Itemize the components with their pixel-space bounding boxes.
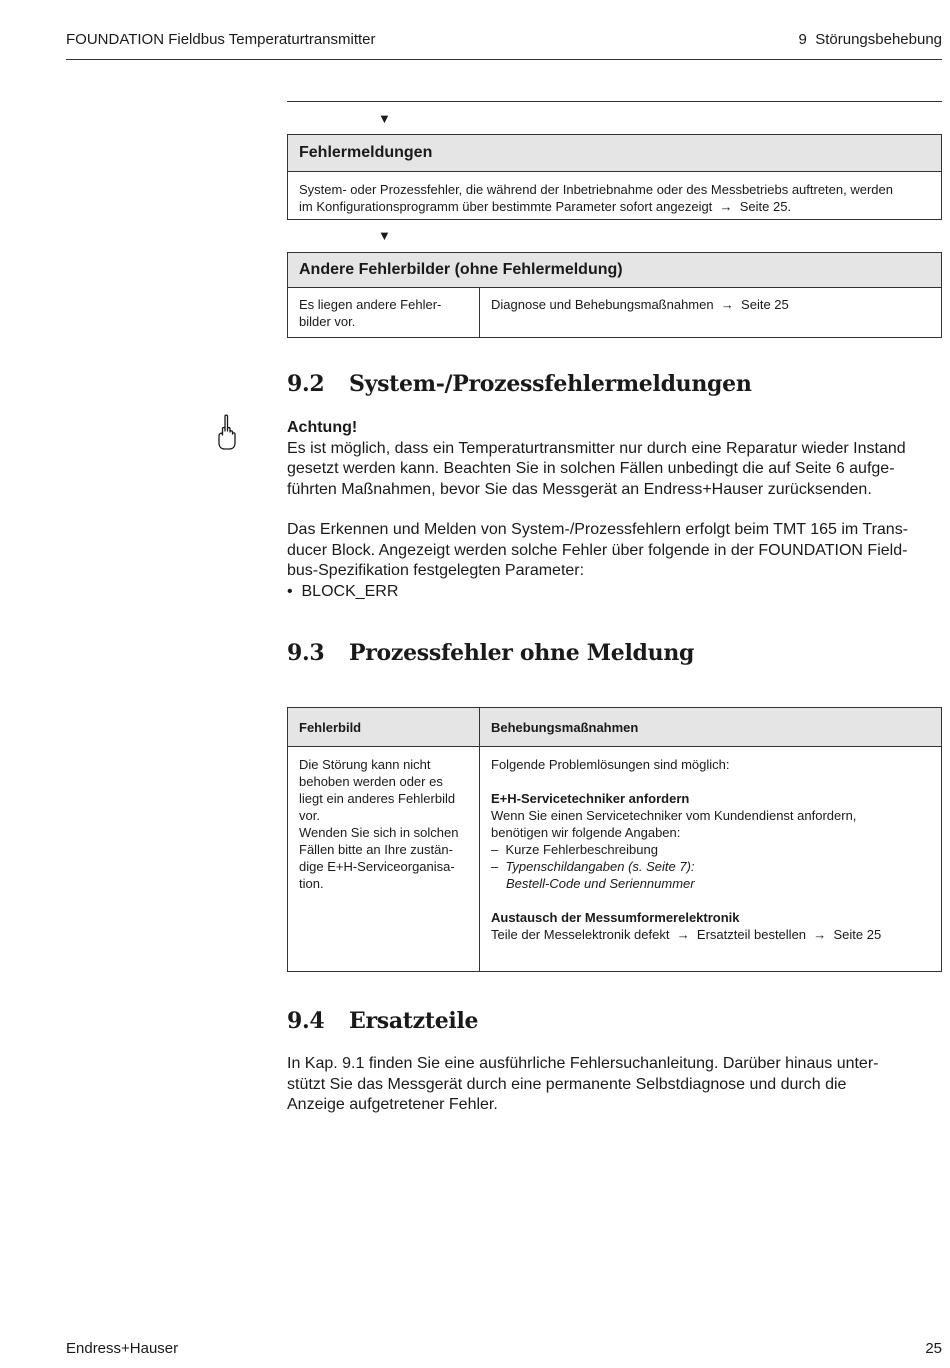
paragraph-line: In Kap. 9.1 finden Sie eine ausführliche Fehlersuchanleitung. Darüber hinaus unter- (287, 1055, 879, 1072)
footer-company: Endress+Hauser (66, 1340, 179, 1357)
cell-line: Wenden Sie sich in solchen (299, 825, 459, 840)
cell-line: Die Störung kann nicht (299, 757, 431, 772)
caution-line: gesetzt werden kann. Beachten Sie in solchen Fällen unbedingt die auf Seite 6 aufge- (287, 460, 895, 477)
paragraph-spare-parts (287, 1054, 942, 1116)
other-errors-box (287, 252, 942, 338)
section-heading-9-3 (287, 640, 942, 666)
cell-line: behoben werden oder es (299, 774, 443, 789)
section-title: System-/Prozessfehlermeldungen (349, 371, 752, 397)
cell-line: vor. (299, 808, 320, 823)
caution-title: Achtung! (287, 419, 358, 436)
flow-arrow-down-icon: ▼ (378, 228, 391, 243)
section-number: 9.3 (287, 640, 325, 666)
paragraph-line: stützt Sie das Messgerät durch eine permanente Selbstdiagnose und durch die (287, 1075, 847, 1093)
cell-line: benötigen wir folgende Angaben: (491, 825, 681, 840)
paragraph-line: Das Erkennen und Melden von System-/Prozessfehlern erfolgt beim TMT 165 im Trans- (287, 521, 909, 538)
section-heading-9-2 (287, 371, 942, 397)
paragraph-line: ducer Block. Angezeigt werden solche Fehler über folgende in der FOUNDATION Field- (287, 541, 908, 559)
troubleshooting-table (287, 707, 942, 972)
flow-top-rule (287, 101, 942, 102)
error-messages-box (287, 134, 942, 220)
section-title: Prozessfehler ohne Meldung (349, 640, 695, 666)
table-cell-remedy (480, 747, 941, 971)
paragraph-line: bus-Spezifikation festgelegten Parameter: (287, 562, 585, 579)
page-number: 25 (925, 1340, 942, 1357)
section-title: Ersatzteile (349, 1008, 479, 1034)
dash-list-item: – Typenschildangaben (s. Seite 7): (491, 859, 695, 874)
section-number: 9.4 (287, 1008, 325, 1034)
remedy-subtitle: Austausch der Messumformerelektronik (491, 910, 740, 925)
table-header-cell: Behebungsmaßnahmen (491, 719, 639, 735)
error-messages-line: im Konfigurationsprogramm über bestimmte Parameter sofort angezeigt → Seite 25. (299, 199, 792, 214)
other-errors-symptom (288, 288, 480, 338)
cell-line: Wenn Sie einen Servicetechniker vom Kundendienst anfordern, (491, 808, 857, 823)
flow-arrow-down-icon: ▼ (378, 111, 391, 126)
cell-line: dige E+H-Serviceorganisa- (299, 859, 455, 874)
cell-line: Fällen bitte an Ihre zustän- (299, 842, 453, 857)
paragraph-line: Anzeige aufgetretener Fehler. (287, 1096, 498, 1113)
error-messages-title: Fehlermeldungen (288, 135, 941, 172)
caution-line: führten Maßnahmen, bevor Sie das Messgerät an Endress+Hauser zurücksenden. (287, 480, 872, 498)
table-header-cell: Fehlerbild (288, 708, 480, 746)
pointing-hand-icon (214, 414, 240, 452)
table-row (288, 747, 941, 971)
remedy-subtitle: E+H-Servicetechniker anfordern (491, 791, 690, 806)
error-messages-text (288, 172, 941, 224)
error-messages-line: System- oder Prozessfehler, die während der Inbetriebnahme oder des Messbetriebs auftreten, werden (299, 182, 893, 197)
cell-line: tion. (299, 876, 324, 891)
running-header-title: FOUNDATION Fieldbus Temperaturtransmitter (66, 31, 376, 48)
dash-list-item-continuation: Bestell-Code und Seriennummer (506, 876, 695, 891)
other-errors-title: Andere Fehlerbilder (ohne Fehlermeldung) (288, 253, 941, 288)
section-number: 9.2 (287, 371, 325, 397)
table-header-row (288, 708, 941, 747)
running-header-chapter: 9 Störungsbehebung (798, 31, 942, 48)
dash-list-item: – Kurze Fehlerbeschreibung (491, 842, 658, 857)
paragraph-error-reporting (287, 520, 942, 602)
header-divider (66, 59, 942, 60)
section-heading-9-4 (287, 1008, 942, 1034)
table-cell-symptom (288, 747, 480, 971)
bullet-item: • BLOCK_ERR (287, 582, 399, 600)
caution-note (287, 418, 942, 500)
symptom-line: Es liegen andere Fehler- (299, 297, 442, 312)
other-errors-remedy: Diagnose und Behebungsmaßnahmen → Seite 25 (491, 297, 789, 312)
cell-line: Teile der Messelektronik defekt → Ersatzteil bestellen → Seite 25 (491, 927, 882, 942)
caution-line: Es ist möglich, dass ein Temperaturtransmitter nur durch eine Reparatur wieder Instand (287, 439, 906, 457)
symptom-line: bilder vor. (299, 314, 356, 329)
cell-line: liegt ein anderes Fehlerbild (299, 791, 456, 806)
cell-line: Folgende Problemlösungen sind möglich: (491, 757, 730, 772)
